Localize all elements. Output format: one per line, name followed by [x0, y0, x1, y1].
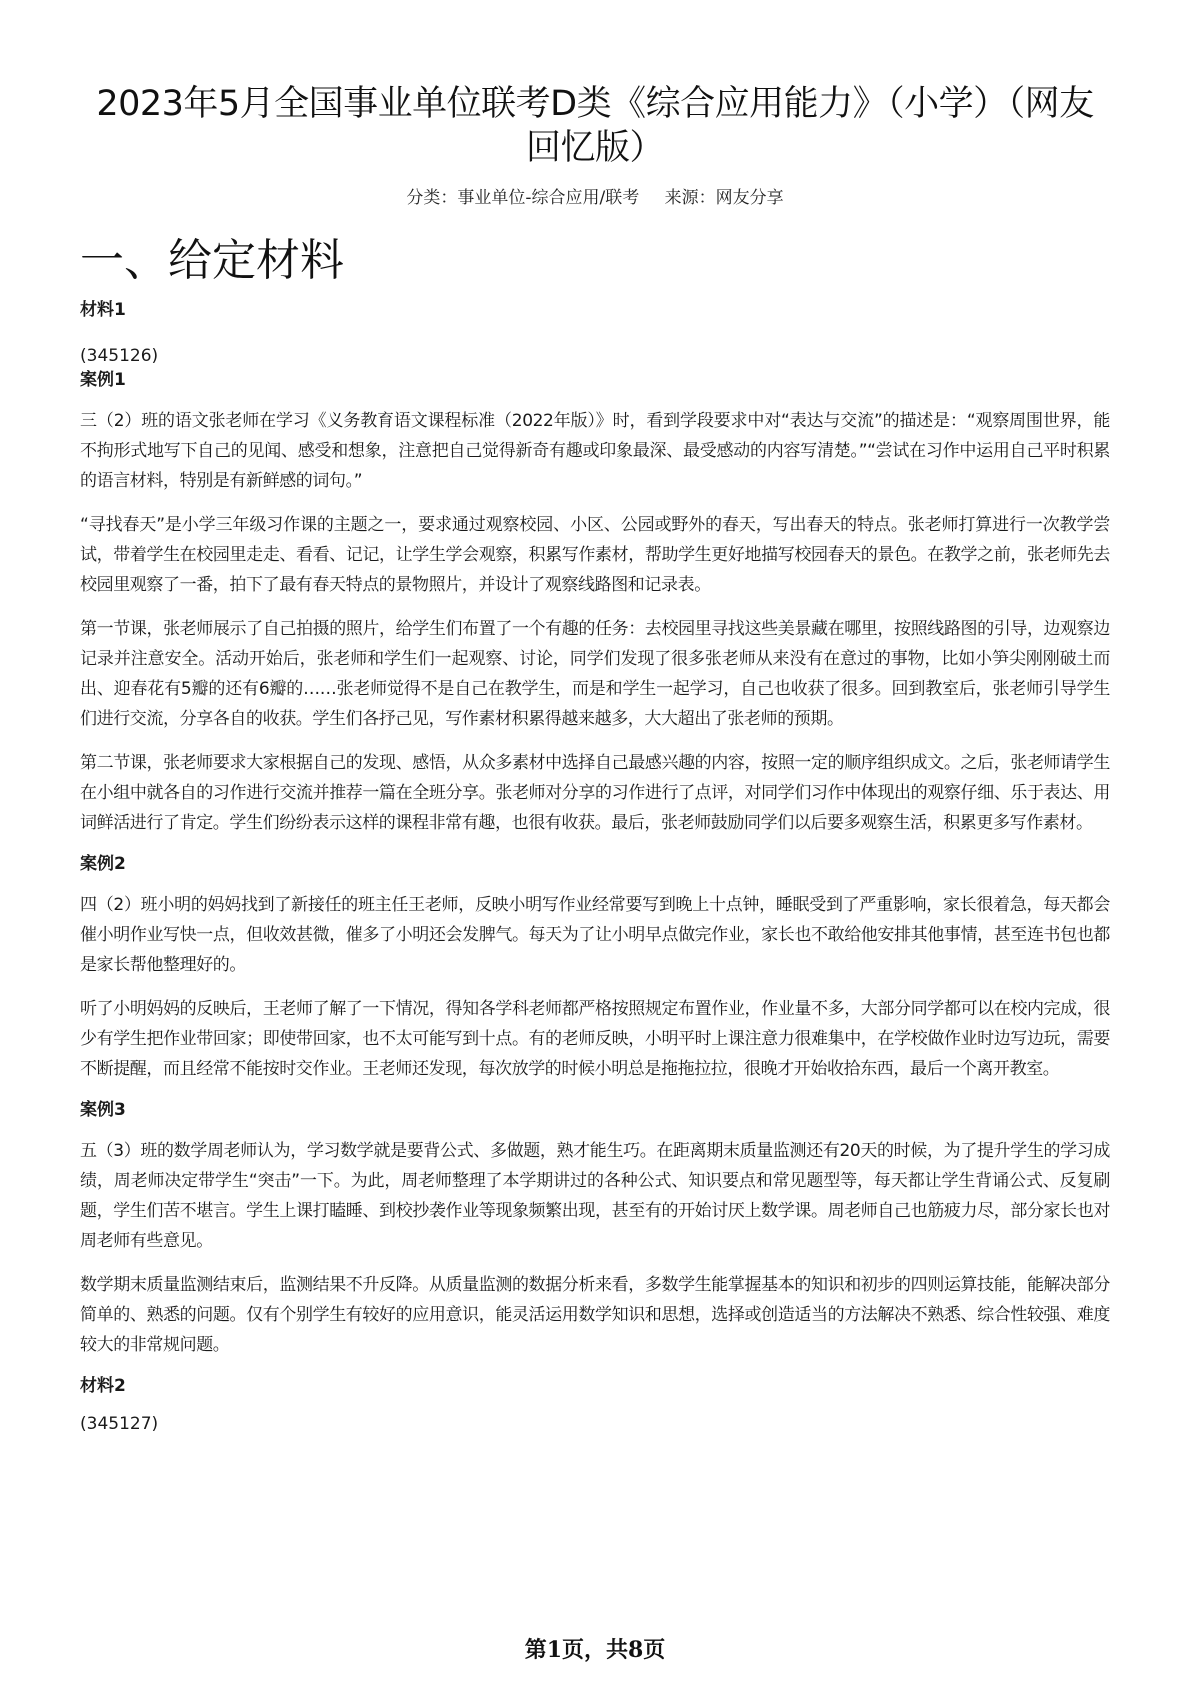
source-text: 来源：网友分享 [664, 188, 784, 208]
case-3-paragraph: 五（3）班的数学周老师认为，学习数学就是要背公式、多做题，熟才能生巧。在距离期末质量监测还有20天的时候，为了提升学生的学习成绩，周老师决定带学生“突击”一下。为此，周老师整理了本学期讲过的各种公式、知识要点和常见题型等，每天都让学生背诵公式、反复刷题，学生们苦不堪言。学生上课打瞌睡、到校抄袭作业等现象频繁出现，甚至有的开始讨厌上数学课。周老师自己也筋疲力尽，部分家长也对周老师有些意见。 [80, 1141, 1110, 1251]
document-meta [80, 186, 1110, 210]
material-2-label: 材料2 [80, 1376, 126, 1396]
case-2-paragraph: 四（2）班小明的妈妈找到了新接任的班主任王老师，反映小明写作业经常要写到晚上十点钟，睡眠受到了严重影响，家长很着急，每天都会催小明作业写快一点，但收效甚微，催多了小明还会发脾气。每天为了让小明早点做完作业，家长也不敢给他安排其他事情，甚至连书包也都是家长帮他整理好的。 [80, 895, 1110, 975]
case-1-paragraph: 第一节课，张老师展示了自己拍摄的照片，给学生们布置了一个有趣的任务：去校园里寻找这些美景藏在哪里，按照线路图的引导，边观察边记录并注意安全。活动开始后，张老师和学生们一起观察、讨论，同学们发现了很多张老师从来没有在意过的事物，比如小笋尖刚刚破土而出、迎春花有5瓣的还有6瓣的……张老师觉得不是自己在教学生，而是和学生一起学习，自己也收获了很多。回到教室后，张老师引导学生们进行交流，分享各自的收获。学生们各抒己见，写作素材积累得越来越多，大大超出了张老师的预期。 [80, 619, 1110, 729]
case-1-paragraph: 第二节课，张老师要求大家根据自己的发现、感悟，从众多素材中选择自己最感兴趣的内容，按照一定的顺序组织成文。之后，张老师请学生在小组中就各自的习作进行交流并推荐一篇在全班分享。张老师对分享的习作进行了点评，对同学们习作中体现出的观察仔细、乐于表达、用词鲜活进行了肯定。学生们纷纷表示这样的课程非常有趣，也很有收获。最后，张老师鼓励同学们以后要多观察生活，积累更多写作素材。 [80, 753, 1110, 833]
section-heading: 一、给定材料 [80, 235, 344, 286]
material-1-label: 材料1 [80, 300, 126, 320]
material-2-id: (345127) [80, 1414, 159, 1434]
case-2-label: 案例2 [80, 854, 126, 874]
case-1-paragraph: “寻找春天”是小学三年级习作课的主题之一，要求通过观察校园、小区、公园或野外的春天，写出春天的特点。张老师打算进行一次教学尝试，带着学生在校园里走走、看看、记记，让学生学会观察，积累写作素材，帮助学生更好地描写校园春天的景色。在教学之前，张老师先去校园里观察了一番，拍下了最有春天特点的景物照片，并设计了观察线路图和记录表。 [80, 515, 1110, 595]
case-1-paragraph: 三（2）班的语文张老师在学习《义务教育语文课程标准（2022年版）》时，看到学段要求中对“表达与交流”的描述是：“观察周围世界，能不拘形式地写下自己的见闻、感受和想象，注意把自己觉得新奇有趣或印象最深、最受感动的内容写清楚。”“尝试在习作中运用自己平时积累的语言材料，特别是有新鲜感的词句。” [80, 411, 1110, 491]
category-text: 分类：事业单位-综合应用/联考 [406, 188, 640, 208]
material-1-id: (345126) [80, 346, 159, 366]
case-3-label: 案例3 [80, 1100, 126, 1120]
case-2-paragraph: 听了小明妈妈的反映后，王老师了解了一下情况，得知各学科老师都严格按照规定布置作业，作业量不多，大部分同学都可以在校内完成，很少有学生把作业带回家；即使带回家，也不太可能写到十点。有的老师反映，小明平时上课注意力很难集中，在学校做作业时边写边玩，需要不断提醒，而且经常不能按时交作业。王老师还发现，每次放学的时候小明总是拖拖拉拉，很晚才开始收拾东西，最后一个离开教室。 [80, 999, 1110, 1079]
case-3-paragraph: 数学期末质量监测结束后，监测结果不升反降。从质量监测的数据分析来看，多数学生能掌握基本的知识和初步的四则运算技能，能解决部分简单的、熟悉的问题。仅有个别学生有较好的应用意识，能灵活运用数学知识和思想，选择或创造适当的方法解决不熟悉、综合性较强、难度较大的非常规问题。 [80, 1275, 1110, 1355]
page-footer: 第1页，共8页 [524, 1637, 666, 1663]
case-1-label: 案例1 [80, 370, 126, 390]
document-title: 2023年5月全国事业单位联考D类《综合应用能力》（小学）（网友回忆版） [96, 84, 1094, 168]
